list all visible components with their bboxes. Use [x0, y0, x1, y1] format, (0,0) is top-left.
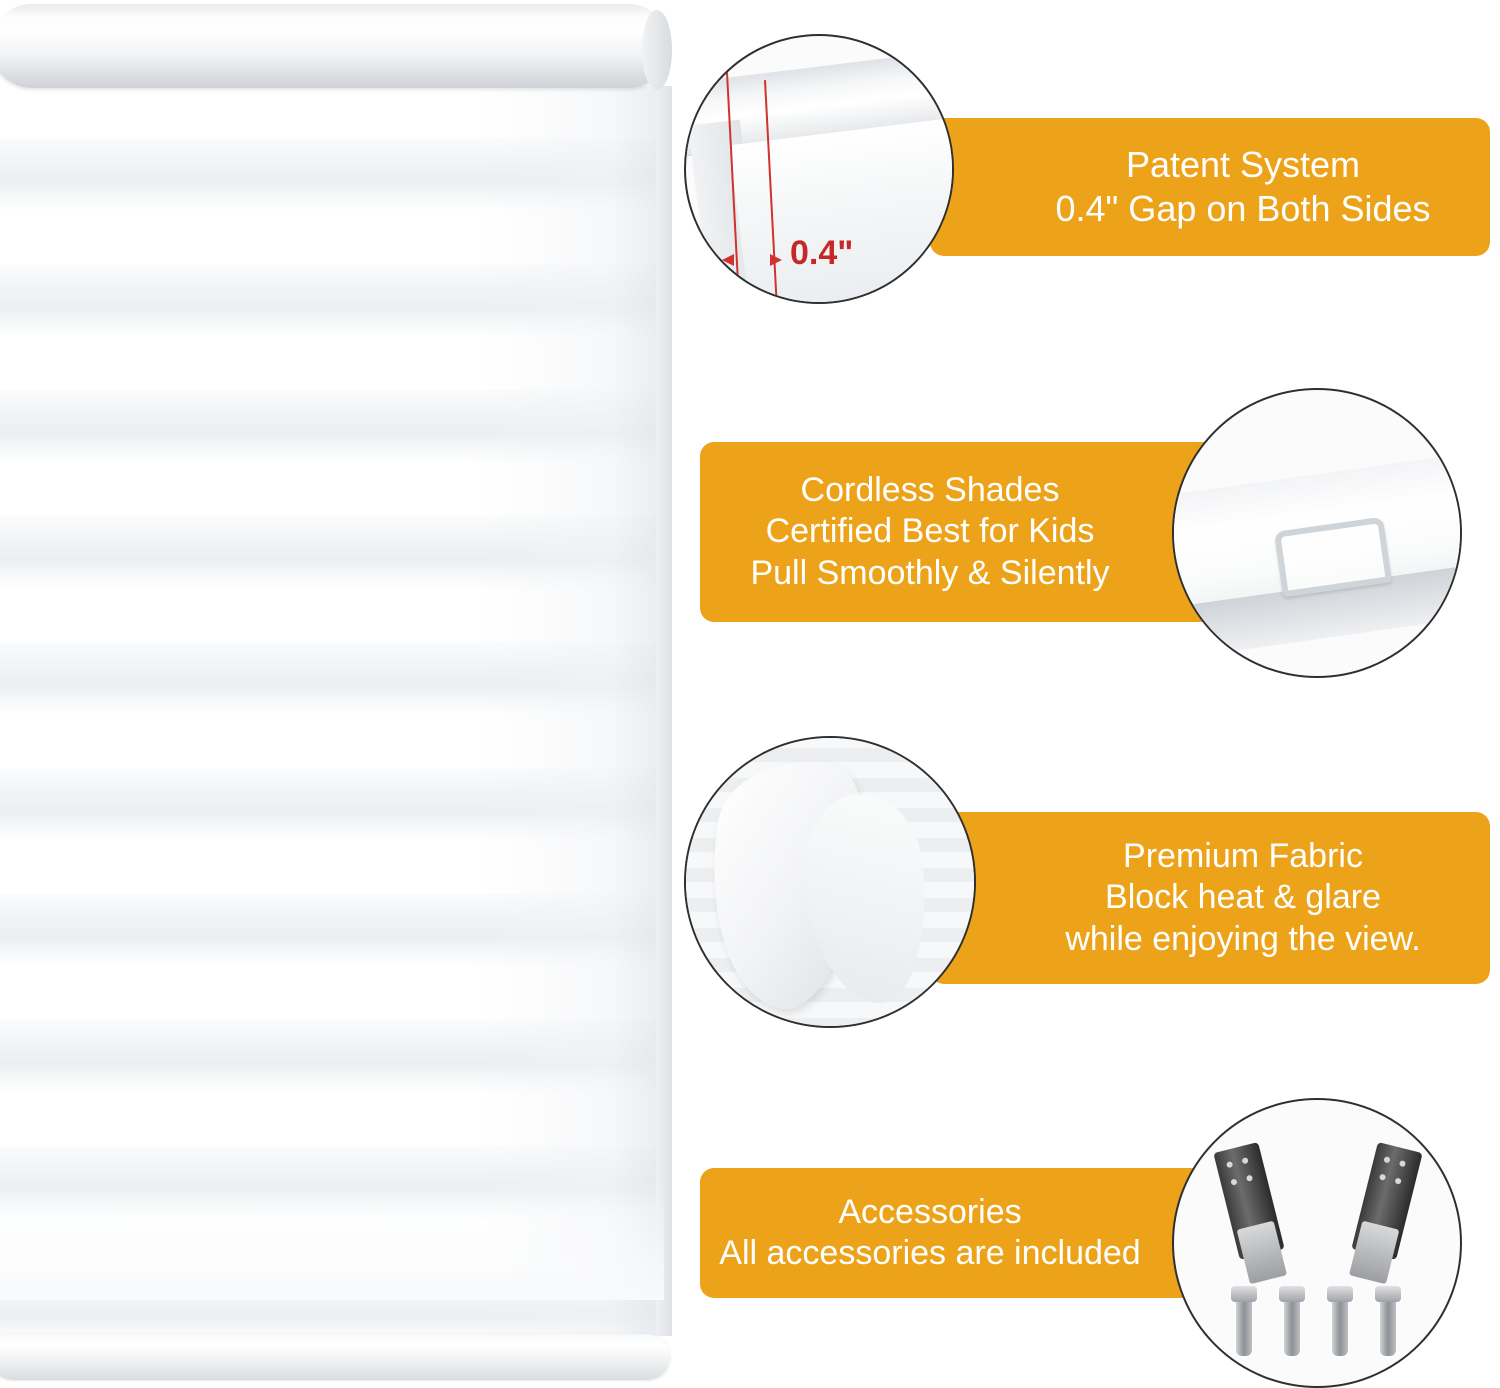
gap-measurement-label: 0.4" — [790, 234, 854, 272]
detail-screw — [1380, 1296, 1396, 1356]
detail-bracket-right — [1351, 1142, 1422, 1260]
bracket-plate — [1349, 1221, 1399, 1285]
bracket-plate — [1237, 1221, 1287, 1285]
feature-premium-fabric-line-3: while enjoying the view. — [1065, 919, 1421, 958]
bracket-hole-icon — [1399, 1160, 1406, 1167]
shade-headrail-endcap — [642, 10, 672, 90]
feature-premium-fabric-callout — [930, 812, 1490, 984]
detail-screw — [1284, 1296, 1300, 1356]
feature-cordless-shades-callout — [700, 442, 1240, 622]
shade-fabric-sheen — [0, 1180, 664, 1300]
feature-patent-system-callout — [930, 118, 1490, 256]
bracket-hole-icon — [1226, 1161, 1233, 1168]
measure-arrow-icon — [722, 250, 782, 264]
feature-patent-system-photo — [684, 34, 954, 304]
bracket-hole-icon — [1379, 1174, 1386, 1181]
feature-premium-fabric-line-2: Block heat & glare — [1105, 878, 1381, 917]
product-photo — [0, 0, 672, 1382]
bracket-hole-icon — [1383, 1156, 1390, 1163]
feature-accessories-line-2: All accessories are included — [719, 1234, 1141, 1272]
feature-cordless-shades-photo — [1172, 388, 1462, 678]
shade-fabric — [0, 86, 664, 1336]
feature-cordless-shades-line-3: Pull Smoothly & Silently — [750, 553, 1110, 592]
feature-accessories-line-1: Accessories — [838, 1192, 1022, 1231]
detail-bracket-left — [1213, 1142, 1284, 1260]
feature-premium-fabric-photo — [684, 736, 976, 1028]
shade-bottom-rail — [0, 1334, 670, 1380]
bracket-hole-icon — [1230, 1178, 1237, 1185]
shade-fabric-edge — [656, 86, 672, 1336]
feature-cordless-shades-line-1: Cordless Shades — [800, 470, 1060, 509]
detail-screw — [1236, 1296, 1252, 1356]
detail-screw — [1332, 1296, 1348, 1356]
bracket-hole-icon — [1395, 1177, 1402, 1184]
bracket-hole-icon — [1246, 1175, 1253, 1182]
feature-accessories-callout — [700, 1168, 1240, 1298]
feature-patent-system-line-2: 0.4" Gap on Both Sides — [1055, 188, 1431, 229]
shade-headrail — [0, 4, 670, 88]
detail-shade-panel — [729, 116, 954, 304]
feature-accessories-photo — [1172, 1098, 1462, 1388]
feature-cordless-shades-line-2: Certified Best for Kids — [765, 512, 1095, 551]
feature-patent-system-line-1: Patent System — [1125, 144, 1361, 186]
bracket-hole-icon — [1242, 1157, 1249, 1164]
feature-premium-fabric-line-1: Premium Fabric — [1123, 836, 1363, 875]
